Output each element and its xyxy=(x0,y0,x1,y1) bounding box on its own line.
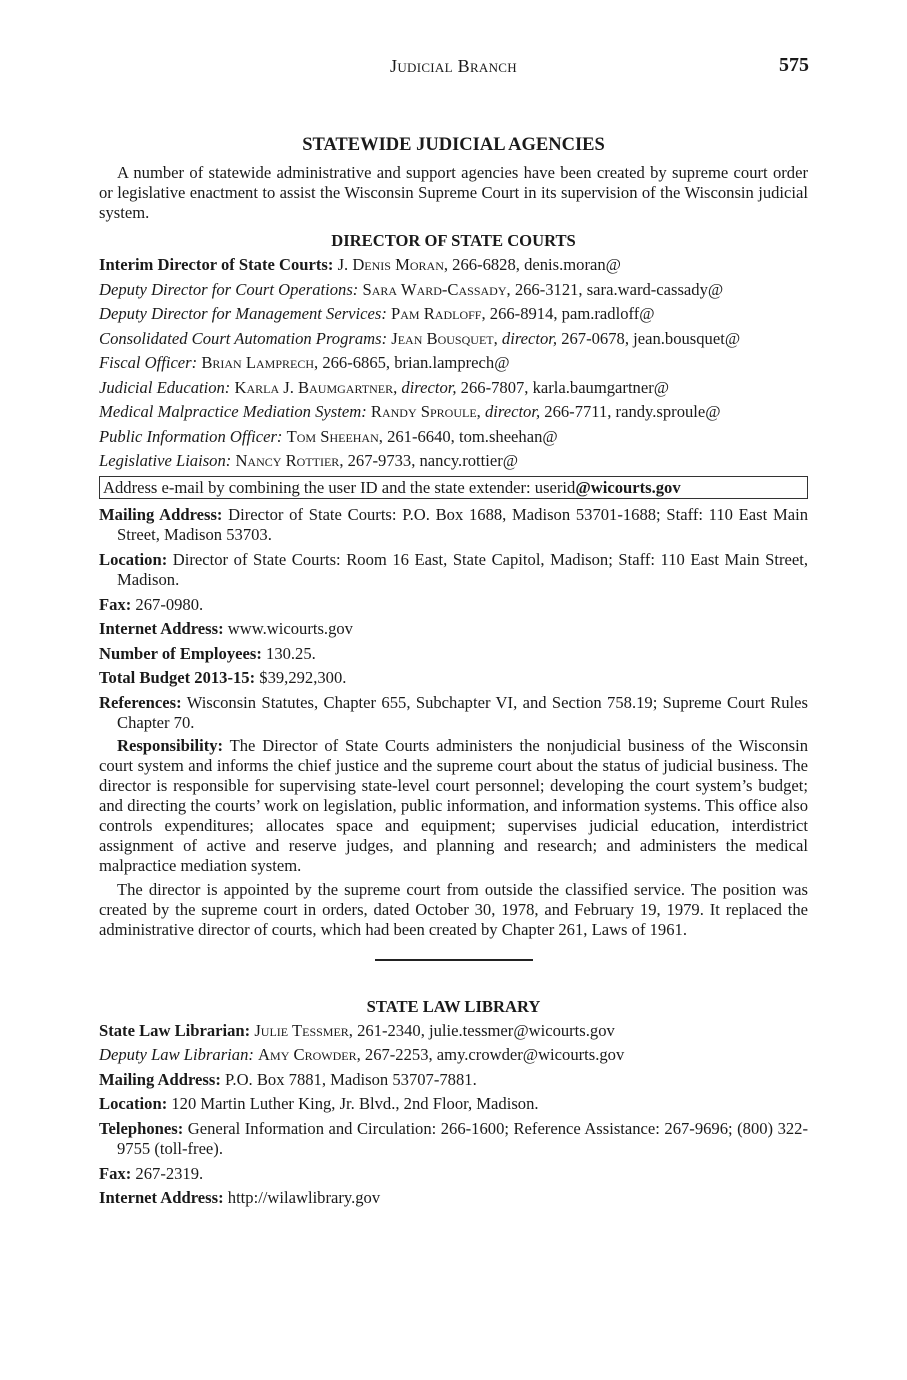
fact-value: Director of State Courts: Room 16 East, State Capitol, Madison; Staff: 110 East Main Street, Madison. xyxy=(117,549,808,589)
staff-name: J. Denis Moran xyxy=(337,255,444,274)
staff-label: Legislative Liaison: xyxy=(99,451,232,470)
library-fact-telephones xyxy=(99,1119,808,1160)
email-note-text: Address e-mail by combining the user ID and the state extender: userid xyxy=(103,477,576,497)
page-content xyxy=(99,134,808,1213)
staff-role: director, xyxy=(401,377,457,397)
agencies-title: STATEWIDE JUDICIAL AGENCIES xyxy=(302,135,605,155)
section-divider xyxy=(375,959,533,961)
fact-value: 130.25. xyxy=(266,643,316,663)
staff-label: Consolidated Court Automation Programs: xyxy=(99,328,388,348)
staff-entry-fiscal-officer xyxy=(99,353,808,374)
staff-entry-judicial-education: Judicial Education: Karla J. Baumgartner, director, 266-7807, karla.baumgartner@ xyxy=(99,377,670,397)
fact-label: Internet Address: xyxy=(99,1188,224,1207)
staff-contact: , 266-6828, denis.moran@ xyxy=(443,255,621,274)
fact-employees xyxy=(99,644,808,665)
fact-label: Mailing Address: xyxy=(99,1069,221,1089)
fact-label: Mailing Address: xyxy=(99,504,223,524)
staff-label: Interim Director of State Courts: xyxy=(99,255,334,274)
email-note-box xyxy=(99,476,808,499)
staff-entry-public-information xyxy=(99,427,808,448)
staff-contact: 266-7711, randy.sproule@ xyxy=(540,402,721,421)
intro-paragraph: A number of statewide administrative and support agencies have been created by supreme court order or legislative enactment to assist the Wisconsin Supreme Court in its supervision of the Wisconsin judicial system. xyxy=(99,163,808,222)
staff-label: Medical Malpractice Mediation System: xyxy=(99,402,367,421)
staff-contact: , 267-2253, amy.crowder@wicourts.gov xyxy=(356,1045,625,1064)
staff-entry-deputy-operations xyxy=(99,280,808,301)
staff-name: Karla J. Baumgartner xyxy=(234,377,394,397)
staff-name: Amy Crowder xyxy=(258,1045,357,1064)
responsibility-text: The Director of State Courts administers the nonjudicial business of the Wisconsin court system and informs the chief justice and the supreme court about the status of judicial business. The director is responsible for supervising state-level court personnel; developing the court system’s budget; and directing the courts’ work on legislation, public information, and information systems. This office also controls expenditures; allocates space and equipment; supervises judicial education, interdistrict assignment of active and reserve judges, and planning and research; and administers the medical malpractice mediation system. xyxy=(99,735,808,875)
staff-entry-ccap: Consolidated Court Automation Programs: Jean Bousquet, director, 267-0678, jean.bousquet@ xyxy=(99,328,741,348)
fact-value: www.wicourts.gov xyxy=(227,619,353,638)
fact-value: Wisconsin Statutes, Chapter 655, Subchapter VI, and Section 758.19; Supreme Court Rules Chapter 70. xyxy=(117,692,808,732)
staff-name: Julie Tessmer xyxy=(254,1020,349,1040)
fact-label: Location: xyxy=(99,1094,168,1113)
law-library-heading: STATE LAW LIBRARY xyxy=(366,996,541,1016)
staff-contact: , 267-9733, nancy.rottier@ xyxy=(339,451,519,470)
appointment-paragraph: The director is appointed by the supreme court from outside the classified service. The position was created by the supreme court in orders, dated October 30, 1978, and February 19, 1979. It replaced the administrative director of courts, which had been created by Chapter 261, Laws of 1961. xyxy=(99,879,808,939)
staff-label: Public Information Officer: xyxy=(99,426,283,446)
staff-contact: , 266-6865, brian.lamprech@ xyxy=(314,353,510,372)
director-staff-list xyxy=(99,255,808,472)
staff-contact: , 266-8914, pam.radloff@ xyxy=(481,304,655,323)
staff-entry-deputy-management xyxy=(99,304,808,325)
responsibility-label: Responsibility: xyxy=(117,735,224,755)
staff-entry-malpractice-mediation: Medical Malpractice Mediation System: Randy Sproule, director, 266-7711, randy.sproule@ xyxy=(99,402,721,421)
staff-contact: , 266-3121, sara.ward-cassady@ xyxy=(506,279,724,299)
staff-name: Jean Bousquet xyxy=(391,328,494,348)
fact-internet-address xyxy=(99,619,808,640)
email-note-domain: @wicourts.gov xyxy=(575,477,681,497)
fact-location xyxy=(99,550,808,591)
library-fact-location xyxy=(99,1094,808,1115)
responsibility-paragraph xyxy=(99,736,808,876)
staff-label: Fiscal Officer: xyxy=(99,353,198,372)
running-head-section: Judicial Branch xyxy=(390,56,517,76)
staff-label: Judicial Education: xyxy=(99,377,231,397)
running-head xyxy=(0,56,907,80)
staff-entry-legislative-liaison xyxy=(99,451,808,472)
staff-label: Deputy Director for Court Operations: xyxy=(99,279,359,299)
staff-role: director, xyxy=(501,328,558,348)
fact-label: Total Budget 2013-15: xyxy=(99,668,256,687)
staff-name: Nancy Rottier xyxy=(235,451,340,470)
library-fact-fax xyxy=(99,1164,808,1185)
staff-contact: 267-0678, jean.bousquet@ xyxy=(557,328,741,348)
law-librarian-entry xyxy=(99,1021,808,1042)
staff-name: Tom Sheehan xyxy=(286,426,379,446)
staff-contact: , 261-6640, tom.sheehan@ xyxy=(378,426,558,446)
fact-fax xyxy=(99,595,808,616)
staff-name: Brian Lamprech xyxy=(201,353,315,372)
fact-value: http://wilawlibrary.gov xyxy=(227,1188,381,1207)
fact-label: Internet Address: xyxy=(99,619,224,638)
staff-contact: 266-7807, karla.baumgartner@ xyxy=(456,377,670,397)
fact-label: Fax: xyxy=(99,594,132,614)
fact-value: General Information and Circulation: 266-1600; Reference Assistance: 267-9696; (800) 322-9755 (toll-free). xyxy=(117,1118,808,1158)
staff-entry-interim-director xyxy=(99,255,808,276)
director-heading: DIRECTOR OF STATE COURTS xyxy=(331,231,576,250)
law-library-entries xyxy=(99,1021,808,1209)
director-facts xyxy=(99,505,808,734)
staff-role: director, xyxy=(484,402,541,421)
staff-name: Pam Radloff xyxy=(391,304,482,323)
fact-value: 267-0980. xyxy=(135,594,204,614)
fact-value: P.O. Box 7881, Madison 53707-7881. xyxy=(225,1069,477,1089)
staff-label: Deputy Law Librarian: xyxy=(99,1045,254,1064)
fact-label: Location: xyxy=(99,549,168,569)
fact-label: Number of Employees: xyxy=(99,643,262,663)
fact-value: 120 Martin Luther King, Jr. Blvd., 2nd Floor, Madison. xyxy=(171,1094,539,1113)
fact-mailing-address xyxy=(99,505,808,546)
fact-value: $39,292,300. xyxy=(259,668,347,687)
fact-label: Telephones: xyxy=(99,1118,184,1138)
staff-label: Deputy Director for Management Services: xyxy=(99,304,387,323)
staff-contact: , 261-2340, julie.tessmer@wicourts.gov xyxy=(348,1020,615,1040)
fact-value: Director of State Courts: P.O. Box 1688, Madison 53701-1688; Staff: 110 East Main Street, Madison 53703. xyxy=(117,504,808,544)
library-fact-internet-address xyxy=(99,1188,808,1209)
page-number: 575 xyxy=(779,54,809,76)
fact-references xyxy=(99,693,808,734)
deputy-librarian-entry xyxy=(99,1045,808,1066)
staff-name: Randy Sproule xyxy=(370,402,477,421)
fact-label: Fax: xyxy=(99,1163,132,1183)
fact-value: 267-2319. xyxy=(135,1163,204,1183)
library-fact-mailing-address xyxy=(99,1070,808,1091)
staff-name: Sara Ward-Cassady xyxy=(362,279,507,299)
staff-label: State Law Librarian: xyxy=(99,1020,251,1040)
fact-budget xyxy=(99,668,808,689)
fact-label: References: xyxy=(99,692,182,712)
